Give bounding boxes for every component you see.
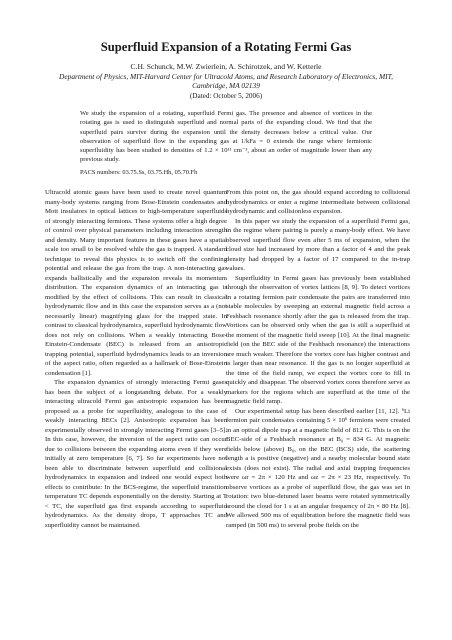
author-list: C.H. Schunck, M.W. Zwierlein, A. Schirotzek, and W. Ketterle [130,62,322,71]
affiliation: Department of Physics, MIT-Harvard Center for Ultracold Atoms, and Research Laboratory of Electronics, MIT, Cambridge, MA 02139 [59,72,393,91]
paragraph: Our experimental setup has been described earlier [11, 12]. ⁶Li fermion pair condensates containing 5 × 10⁶ fermions were created in an optical dipole trap at a magnetic field of 812 G. This is on the BEC-side of a Feshbach resonance at B₀ = 834 G. At magnetic fields below (above) B₀, on the BEC (BCS) side, the scattering length a is positive (negative) and a nearby molecular bound state exists (does not exist). The radial and axial trapping frequencies were ωr = 2π × 120 Hz and ωz = 2π × 23 Hz, respectively. To observe vortices as a probe of superfluid flow, the gas was set in rotation: two blue-detuned laser beams were rotated symmetrically around the cloud for 1 s at an angular frequency of 2π × 80 Hz [8]. We allowed 500 ms of equilibration before the magnetic field was ramped (in 500 ms) to several probe fields on the [226,407,410,529]
date-line: (Dated: October 5, 2006) [189,92,263,100]
paragraph: Ultracold atomic gases have been used to create novel quantum many-body systems ranging from Bose-Einstein condensates and Mott insulators in optical lattices to high-temperature superfluids of strongly interacting fermions. These systems offer a high degree of control over physical parameters including interaction strength and density. Many important features in these gases have a spatial scale too small to be resolved while the gas is trapped. A standard technique to reveal this physics is to switch off the confining potential and release the gas from the trap. A non-interacting gas expands ballistically and the expansion reveals its momentum distribution. The expansion dynamics of an interacting gas is modified by the effect of collisions. This can result in classical hydrodynamic flow and in this case the expansion serves as a (not necessarily linear) magnifying glass for the trapped state. In contrast to classical hydrodynamics, superfluid hydrodynamic flow does not rely on collisions. When a weakly interacting Bose-Einstein-Condensate (BEC) is released from an anisotropic trapping potential, superfluid hydrodynamics leads to an inversion of the aspect ratio, often regarded as a hallmark of Bose-Einstein condensation [1]. [45,189,227,377]
paragraph: Superfluidity in Fermi gases has previously been established through the observation of vortex lattices [8, 9]. To detect vortices in a rotating fermion pair condensate the pairs are transferred into stable molecules by sweeping an external magnetic field across a Feshbach resonance shortly after the gas is released from the trap. Vortices can be observed only when the gas is still a superfluid at the moment of the magnetic field sweep [10]. At the final magnetic field (on the BEC side of the Feshbach resonance) the interactions are much weaker. Therefore the vortex core has higher contrast and is larger than near resonance. If the gas is no longer superfluid at the time of the field ramp, we expect the vortex core to fill in quickly and disappear. The observed vortex cores therefore serve as markers for the regions which are superfluid at the time of the magnetic field ramp. [226,274,410,405]
right-column [226,188,410,530]
abstract: We study the expansion of a rotating, superfluid Fermi gas. The presence and absence of vortices in the rotating gas is used to distinguish superfluid and normal parts of the expanding cloud. We find that the superfluid pairs survive during the expansion until the density decreases below a critical value. Our observation of superfluid flow in the expanding gas at 1/kFa = 0 extends the range where fermionic superfluidity has been studied to densities of 1.2 × 10¹¹ cm⁻³, about an order of magnitude lower than any previous study. [80,110,372,164]
paragraph: The expansion dynamics of strongly interacting Fermi gases has been the subject of a longstanding debate. For a weakly interacting ultracold Fermi gas anisotropic expansion has been proposed as a probe for superfluidity, analogous to the case of weakly interacting BECs [2]. Anisotropic expansion has been experimentally observed in strongly interacting Fermi gases [3–5]. In this case, however, the inversion of the aspect ratio can occur due to collisions between the expanding atoms even if they were initially at zero temperature [6, 7]. So far experiments have not been able to discriminate between superfluid and collisional hydrodynamics in expansion and indeed one would expect both effects to contribute: In the BCS-regime, the superfluid transition temperature TC depends exponentially on the density. Starting at T < TC, the superfluid gas first expands according to superfluid hydrodynamics. As the density drops, T approaches TC and superfluidity cannot be maintained. [45,379,227,529]
pacs-numbers: PACS numbers: 03.75.Ss, 03.75.Hh, 05.70.Fh [80,169,198,176]
left-column [45,188,227,530]
paragraph: From this point on, the gas should expand according to collisional hydrodynamics or enter a regime intermediate between collisional hydrodynamic and collisionless expansion. [226,189,410,215]
paragraph: In this paper we study the expansion of a superfluid Fermi gas, in the regime where pairing is purely a many-body effect. We have observed superfluid flow even after 5 ms of expansion, when the cloud size had increased by more than a factor of 4 and the peak density had dropped by a factor of 17 compared to the in-trap values. [226,217,410,272]
paper-title: Superfluid Expansion of a Rotating Fermi Gas [100,40,352,54]
